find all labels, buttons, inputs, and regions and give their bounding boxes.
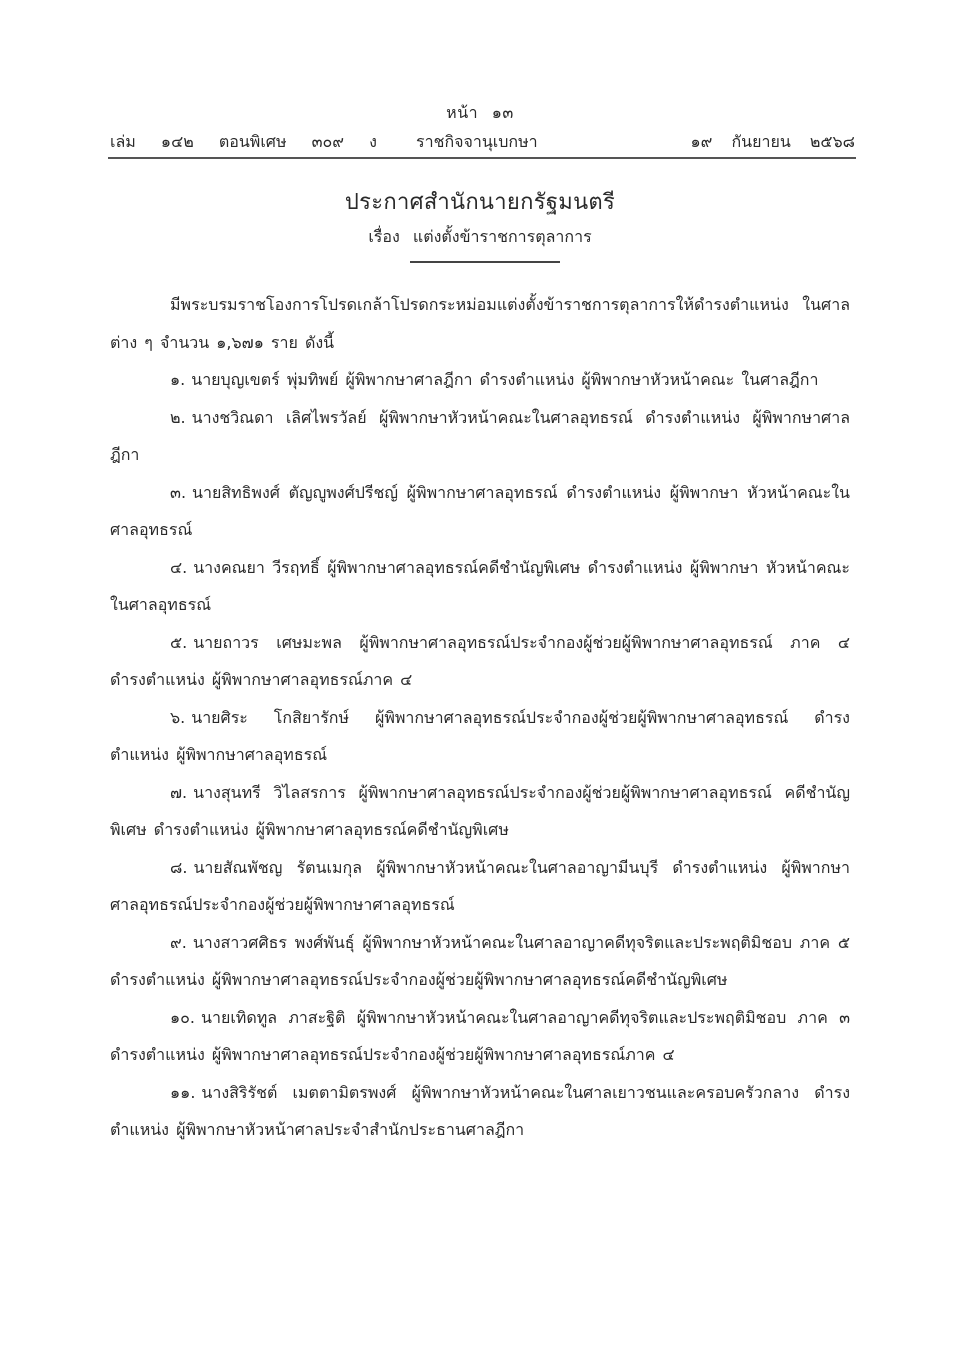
gazette-header: [110, 130, 855, 154]
appointment-item: [110, 699, 850, 774]
item-text: นายสิทธิพงศ์ ตัญญูพงศ์ปรีชญ์ ผู้พิพากษาศาลอุทธรณ์ ดำรงตำแหน่ง ผู้พิพากษา หัวหน้าคณะในศาลอุทธรณ์: [110, 482, 850, 539]
publication-name: ราชกิจจานุเบกษา: [416, 132, 538, 151]
item-number: ๔.: [170, 557, 188, 577]
item-text: นางสิริรัชต์ เมตตามิตรพงศ์ ผู้พิพากษาหัวหน้าคณะในศาลเยาวชนและครอบครัวกลาง ดำรงตำแหน่ง ผู้พิพากษาหัวหน้าศาลประจำสำนักประธานศาลฎีกา: [110, 1082, 850, 1139]
item-text: นายสัณพัชญ รัตนเมกุล ผู้พิพากษาหัวหน้าคณะในศาลอาญามีนบุรี ดำรงตำแหน่ง ผู้พิพากษาศาลอุทธรณ์ประจำกองผู้ช่วยผู้พิพากษาศาลอุทธรณ์: [110, 857, 850, 914]
intro-paragraph: มีพระบรมราชโองการโปรดเกล้าโปรดกระหม่อมแต่งตั้งข้าราชการตุลาการให้ดำรงตำแหน่ง ในศาลต่าง ๆ จำนวน ๑,๖๗๑ ราย ดังนี้: [110, 295, 850, 352]
appointment-item: [110, 361, 850, 399]
item-text: นายเทิดทูล ภาสะฐิติ ผู้พิพากษาหัวหน้าคณะในศาลอาญาคดีทุจริตและประพฤติมิชอบ ภาค ๓ ดำรงตำแหน่ง ผู้พิพากษาศาลอุทธรณ์ประจำกองผู้ช่วยผู้พิพากษาศาลอุทธรณ์ภาค ๔: [110, 1007, 850, 1064]
date-day: ๑๙: [690, 132, 713, 151]
item-text: นายบุญเขตร์ พุ่มทิพย์ ผู้พิพากษาศาลฎีกา ดำรงตำแหน่ง ผู้พิพากษาหัวหน้าคณะ ในศาลฎีกา: [191, 370, 819, 389]
item-number: ๙.: [170, 932, 187, 952]
page-number-label: หน้า: [446, 103, 479, 122]
item-text: นางชวิณดา เลิศไพรวัลย์ ผู้พิพากษาหัวหน้าคณะในศาลอุทธรณ์ ดำรงตำแหน่ง ผู้พิพากษาศาลฎีกา: [110, 407, 850, 464]
header-divider: [108, 157, 856, 159]
section-suffix: ง: [369, 132, 377, 151]
item-number: ๑๐.: [170, 1007, 196, 1027]
appointment-item: [110, 1074, 850, 1149]
appointment-item: [110, 624, 850, 699]
date-month: กันยายน: [731, 132, 791, 151]
section-label: ตอนพิเศษ: [218, 132, 287, 151]
announcement-body: [110, 286, 850, 1149]
appointment-item: [110, 849, 850, 924]
appointment-item: [110, 549, 850, 624]
item-text: นายศิระ โกสิยารักษ์ ผู้พิพากษาศาลอุทธรณ์ประจำกองผู้ช่วยผู้พิพากษาศาลอุทธรณ์ ดำรงตำแหน่ง ผู้พิพากษาศาลอุทธรณ์: [110, 707, 850, 764]
item-text: นายถาวร เศษมะพล ผู้พิพากษาศาลอุทธรณ์ประจำกองผู้ช่วยผู้พิพากษาศาลอุทธรณ์ ภาค ๔ ดำรงตำแหน่ง ผู้พิพากษาศาลอุทธรณ์ภาค ๔: [110, 632, 850, 689]
appointment-item: [110, 774, 850, 849]
item-text: นางสุนทรี วิไลสรการ ผู้พิพากษาศาลอุทธรณ์ประจำกองผู้ช่วยผู้พิพากษาศาลอุทธรณ์ คดีชำนัญพิเศษ ดำรงตำแหน่ง ผู้พิพากษาศาลอุทธรณ์คดีชำนัญพิเศษ: [110, 782, 850, 839]
item-number: ๑.: [170, 370, 186, 389]
volume-number: ๑๔๒: [160, 132, 194, 151]
item-number: ๕.: [170, 632, 188, 652]
appointment-item: [110, 924, 850, 999]
appointment-item: [110, 399, 850, 474]
item-number: ๖.: [170, 707, 186, 727]
date-year: ๒๕๖๘: [809, 132, 855, 151]
volume-label: เล่ม: [110, 132, 136, 151]
volume-section-info: [110, 130, 397, 155]
item-number: ๑๑.: [170, 1082, 196, 1102]
item-number: ๒.: [170, 407, 186, 427]
subject-text: แต่งตั้งข้าราชการตุลาการ: [412, 227, 592, 246]
page-number: [0, 101, 960, 126]
appointment-item: [110, 999, 850, 1074]
page-number-value: ๑๓: [491, 103, 514, 122]
item-text: นางสาวศศิธร พงศ์พันธุ์ ผู้พิพากษาหัวหน้าคณะในศาลอาญาคดีทุจริตและประพฤติมิชอบ ภาค ๕ ดำรงตำแหน่ง ผู้พิพากษาศาลอุทธรณ์ประจำกองผู้ช่วยผู้พิพากษาศาลอุทธรณ์คดีชำนัญพิเศษ: [110, 932, 850, 989]
item-text: นางคณยา วีรฤทธิ์ ผู้พิพากษาศาลอุทธรณ์คดีชำนัญพิเศษ ดำรงตำแหน่ง ผู้พิพากษา หัวหน้าคณะในศาลอุทธรณ์: [110, 557, 850, 614]
announcement-title: ประกาศสำนักนายกรัฐมนตรี: [344, 190, 616, 215]
appointment-item: [110, 474, 850, 549]
title-divider: [410, 261, 560, 263]
item-number: ๘.: [170, 857, 188, 877]
publication-date: [676, 130, 855, 155]
section-number: ๓๐๙: [311, 132, 344, 151]
item-number: ๓.: [170, 482, 187, 502]
announcement-subject: [0, 225, 960, 250]
subject-label: เรื่อง: [368, 227, 400, 246]
item-number: ๗.: [170, 782, 188, 802]
